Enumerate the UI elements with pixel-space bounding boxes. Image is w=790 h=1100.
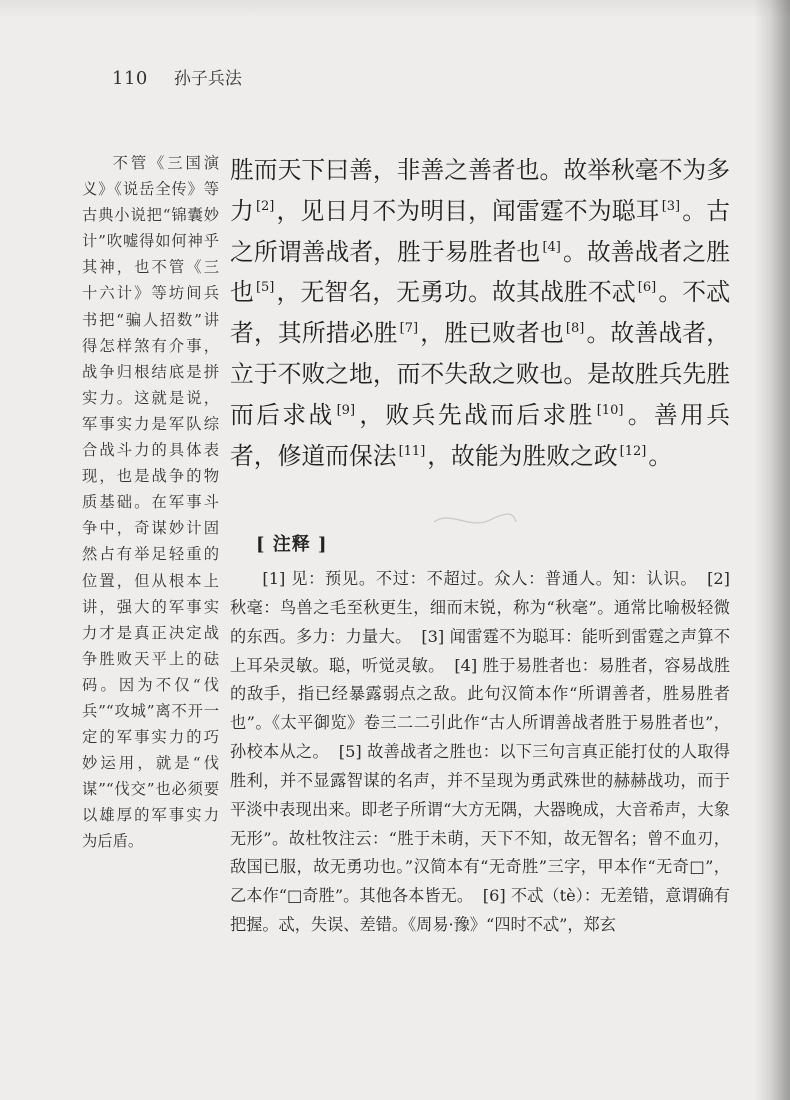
- page-gutter-shadow: [754, 0, 790, 1100]
- text-segment: 。故善战者之胜也: [230, 237, 731, 307]
- bleed-through-curve: [430, 508, 520, 530]
- note-item-6: [6] 不忒（tè）：无差错，意谓确有把握。忒，失误、差错。《周易·豫》“四时不忒”，郑玄: [230, 886, 730, 935]
- note-reference-3: [3]: [661, 198, 681, 214]
- text-segment: ，胜已败者也: [420, 319, 564, 348]
- text-segment: 。: [648, 441, 673, 470]
- note-item-5: [5] 故善战者之胜也：以下三句言真正能打仗的人取得胜利，并不显露智谋的名声，并不呈现为勇武殊世的赫赫战功，而于平淡中表现出来。即老子所谓“大方无隅，大器晚成，大音希声，大象无形”。故杜牧注云：“胜于未萌，天下不知，故无智名；曾不血刃，敌国已服，故无勇功也。”汉简本有“无奇胜”三字，甲本作“无奇□”，乙本作“□奇胜”。其他各本皆无。: [230, 742, 730, 906]
- main-classical-text: [230, 150, 730, 476]
- note-item-1: [1] 见：预见。不过：不超过。众人：普通人。知：认识。: [262, 569, 698, 588]
- note-item-3: [3] 闻雷霆不为聪耳：能听到雷霆之声算不上耳朵灵敏。聪，听觉灵敏。: [230, 626, 731, 675]
- note-reference-11: [11]: [398, 443, 426, 459]
- note-item-4: [4] 胜于易胜者也：易胜者，容易战胜的敌手，指已经暴露弱点之敌。此句汉简本作“所谓善者，胜易胜者也”。《太平御览》卷三二二引此作“古人所谓善战者胜于易胜者也”，孙校本从之。: [230, 655, 730, 762]
- sidebar-paragraph: 不管《三国演义》《说岳全传》等古典小说把“锦囊妙计”吹嘘得如何神乎其神，也不管《三十六计》等坊间兵书把“骗人招数”讲得怎样煞有介事，战争归根结底是拼实力。这就是说，军事实力是军队综合战斗力的具体表现，也是战争的物质基础。在军事斗争中，奇谋妙计固然占有举足轻重的位置，但从根本上讲，强大的军事实力才是真正决定战争胜败天平上的砝码。因为不仅“伐兵”“攻城”离不开一定的军事实力的巧妙运用，就是“伐谋”“伐交”也必须要以雄厚的军事实力为后盾。: [82, 154, 219, 851]
- text-segment: 。故善战者，立于不败之地，而不失敌之败也。是故胜兵先胜而后求战: [230, 319, 731, 429]
- note-reference-9: [9]: [336, 402, 356, 418]
- note-item-2: [2] 秋毫：鸟兽之毛至秋更生，细而末锐，称为“秋毫”。通常比喻极轻微的东西。多力：力量大。: [230, 569, 730, 646]
- sidebar-commentary: [82, 150, 219, 855]
- main-paragraph: [230, 150, 730, 476]
- text-segment: 胜而天下曰善，非善之善者也。故举秋毫不为多力: [230, 156, 730, 225]
- running-header: [112, 64, 242, 89]
- page-top-shadow: [0, 0, 790, 18]
- notes-heading: [ 注释 ]: [256, 534, 328, 555]
- text-segment: 。不忒者，其所措必胜: [230, 278, 731, 348]
- text-segment: ，败兵先战而后求胜: [357, 400, 595, 429]
- text-segment: ，见日月不为明目，闻雷霆不为聪耳: [276, 196, 660, 225]
- note-reference-5: [5]: [255, 280, 275, 296]
- notes-section: [230, 565, 730, 940]
- page-number: 110: [112, 68, 148, 89]
- note-reference-10: [10]: [596, 402, 624, 418]
- text-segment: 。善用兵者，修道而保法: [230, 400, 731, 470]
- note-reference-6: [6]: [637, 280, 657, 296]
- text-segment: ，无智名，无勇功。故其战胜不忒: [276, 278, 636, 307]
- note-reference-8: [8]: [565, 321, 585, 337]
- running-book-title: 孙子兵法: [173, 69, 242, 89]
- note-reference-7: [7]: [399, 321, 419, 337]
- note-reference-2: [2]: [255, 198, 275, 214]
- text-segment: ，故能为胜败之政: [427, 441, 618, 470]
- note-reference-4: [4]: [542, 239, 561, 255]
- notes-paragraph: [230, 565, 730, 940]
- text-segment: 。古之所谓善战者，胜于易胜者也: [230, 196, 731, 266]
- note-reference-12: [12]: [619, 443, 647, 459]
